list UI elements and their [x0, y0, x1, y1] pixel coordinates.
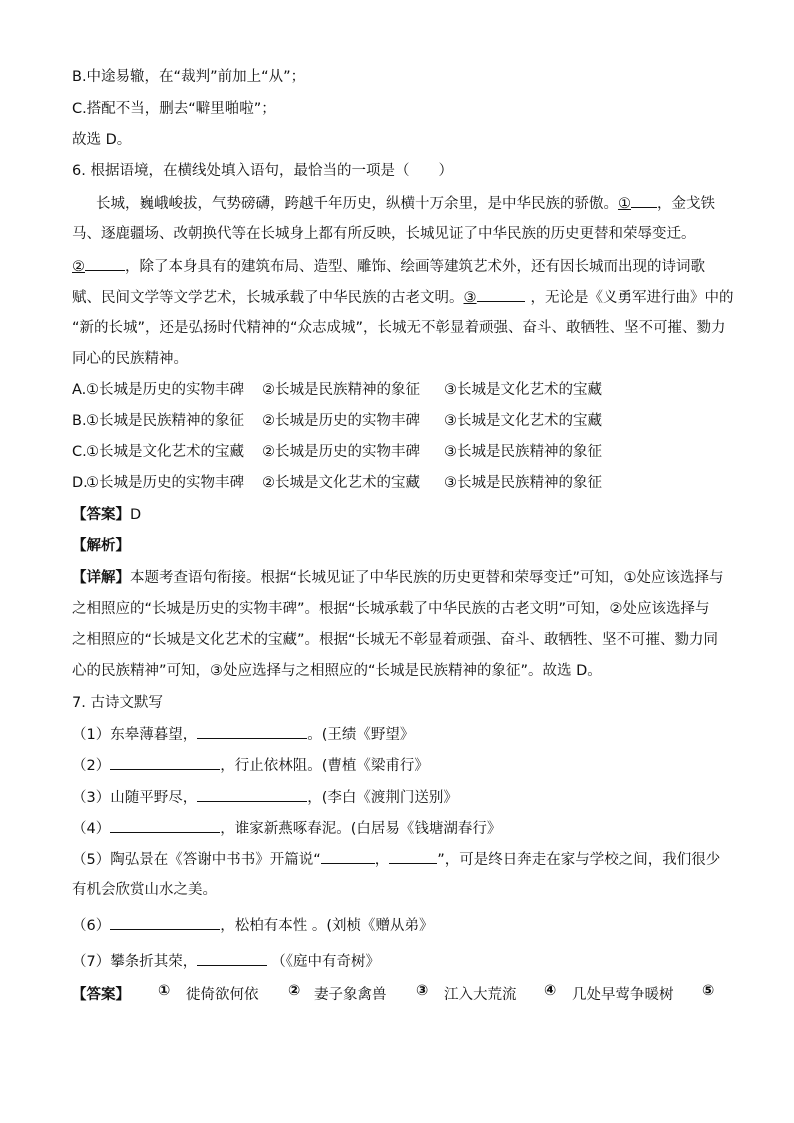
fill-blank [321, 849, 375, 864]
passage-text: 赋、民间文学等文学艺术，长城承载了中华民族的古老文明。 [72, 290, 464, 306]
fill-blank [389, 849, 437, 864]
q7-text: ， [374, 852, 390, 868]
option-item-3: ③长城是文化艺术的宝藏 [444, 413, 602, 429]
q7-text: ，松柏有本性 。(刘桢《赠从弟》 [220, 918, 434, 934]
blank-1-mark: ① [618, 196, 631, 212]
q6-detail-line-4: 心的民族精神”可知，③处应选择与之相照应的“长城是民族精神的象征”。故选 D。 [72, 663, 602, 679]
blank-3-mark: ③ [463, 290, 477, 306]
fill-blank [110, 755, 220, 770]
q7-text: ”，可是终日奔走在家与学校之间，我们很少 [437, 852, 721, 868]
option-letter: C. [72, 444, 87, 460]
option-c-explanation: C.搭配不当，删去“噼里啪啦”； [72, 101, 276, 117]
q7-item-5 [72, 849, 720, 870]
passage-text: 长城，巍峨峻拔，气势磅礴，跨越千年历史，纵横十万余里，是中华民族的骄傲。 [96, 196, 618, 212]
q7-item-2 [72, 755, 429, 776]
q7-text: （7）攀条折其荣， [72, 954, 198, 970]
q7-text: （5）陶弘景在《答谢中书书》开篇说“ [72, 852, 321, 868]
q7-item-4 [72, 818, 501, 839]
q6-passage-line-4 [72, 287, 734, 308]
option-item-1: ①长城是历史的实物丰碑 [86, 475, 244, 491]
passage-text: ，除了本身具有的建筑布局、造型、雕饰、绘画等建筑艺术外，还有因长城而出现的诗词歌 [125, 259, 705, 275]
option-item-1: ①长城是文化艺术的宝藏 [86, 444, 244, 460]
q7-text: 。(王绩《野望》 [307, 727, 415, 743]
q6-detail-line-3: 之相照应的“长城是文化艺术的宝藏”。根据“长城无不彰显着顽强、奋斗、敢牺牲、坚不可摧、勠力同 [72, 632, 719, 648]
q6-passage-line-3 [72, 256, 705, 277]
answer-num: ④ [544, 983, 557, 999]
option-b [72, 411, 602, 431]
passage-text: ，金戈铁 [657, 196, 715, 212]
q7-text: ，(李白《渡荆门送别》 [307, 790, 458, 806]
q7-text: （6） [72, 918, 111, 934]
answer-tag: 【答案】 [72, 507, 130, 523]
q6-passage-line-5: “新的长城”，还是弘扬时代精神的“众志成城”，长城无不彰显着顽强、奋斗、敢牺牲、坚不可摧、勠力 [72, 320, 726, 336]
option-item-3: ③长城是民族精神的象征 [444, 444, 602, 460]
analysis-tag: 【解析】 [72, 538, 130, 554]
option-letter: A. [72, 382, 87, 398]
blank-3-line [477, 287, 525, 302]
option-letter: D. [72, 475, 88, 491]
fill-blank [110, 818, 220, 833]
q6-stem: 6. 根据语境，在横线处填入语句，最恰当的一项是（ ） [72, 163, 453, 179]
fill-blank [110, 915, 220, 930]
option-b-explanation: B.中途易辙，在“裁判”前加上“从”； [72, 69, 306, 85]
answer-value: D [130, 507, 142, 523]
fill-blank [197, 724, 307, 739]
q7-text: （《庭中有奇树》 [271, 954, 380, 970]
q7-item-1 [72, 724, 414, 745]
answer-num: ⑤ [702, 983, 715, 999]
answer-num: ② [288, 983, 301, 999]
q6-detail-line-1 [72, 568, 724, 588]
q6-passage-line-6: 同心的民族精神。 [72, 351, 188, 367]
answer-text: 江入大荒流 [444, 987, 517, 1003]
q7-item-7 [72, 951, 380, 972]
q6-detail-line-2: 之相照应的“长城是历史的实物丰碑”。根据“长城承载了中华民族的古老文明”可知，②处应该选择与 [72, 601, 710, 617]
answer-text: 几处早莺争暖树 [572, 987, 674, 1003]
option-item-2: ②长城是历史的实物丰碑 [262, 413, 420, 429]
option-item-3: ③长城是民族精神的象征 [444, 475, 602, 491]
answer-num: ① [158, 983, 171, 999]
q7-text: ，谁家新燕啄春泥。(白居易《钱塘湖春行》 [220, 821, 502, 837]
answer-text: 徙倚欲何依 [186, 987, 259, 1003]
q7-text: （2） [72, 758, 111, 774]
option-item-2: ②长城是民族精神的象征 [262, 382, 420, 398]
option-a [72, 380, 602, 400]
option-item-1: ①长城是民族精神的象征 [86, 413, 244, 429]
q7-text: ，行止依林阻。(曹植《梁甫行》 [220, 758, 429, 774]
fill-blank [197, 951, 267, 966]
answer-num: ③ [416, 983, 429, 999]
blank-1-line [631, 193, 657, 208]
q7-item-5-cont: 有机会欣赏山水之美。 [72, 882, 217, 898]
option-item-2: ②长城是文化艺术的宝藏 [262, 475, 420, 491]
option-item-1: ①长城是历史的实物丰碑 [86, 382, 244, 398]
blank-2-mark: ② [72, 259, 85, 275]
q6-answer [72, 505, 141, 525]
detail-tag: 【详解】 [72, 570, 130, 586]
detail-text: 本题考查语句衔接。根据“长城见证了中华民族的历史更替和荣辱变迁”可知，①处应该选择与 [130, 570, 724, 586]
option-item-2: ②长城是历史的实物丰碑 [262, 444, 420, 460]
option-c [72, 442, 602, 462]
option-letter: B. [72, 413, 87, 429]
answer-tag: 【答案】 [72, 987, 130, 1003]
q7-stem: 7. 古诗文默写 [72, 695, 163, 711]
q6-passage-line-1 [96, 193, 715, 214]
q6-passage-line-2: 马、逐鹿疆场、改朝换代等在长城身上都有所反映，长城见证了中华民族的历史更替和荣辱变迁。 [72, 226, 696, 242]
fill-blank [197, 787, 307, 802]
option-item-3: ③长城是文化艺术的宝藏 [444, 382, 602, 398]
q7-item-6 [72, 915, 434, 936]
q5-conclusion: 故选 D。 [72, 132, 132, 148]
q7-text: （1）东皋薄暮望， [72, 727, 198, 743]
q7-text: （3）山随平野尽， [72, 790, 198, 806]
q7-text: （4） [72, 821, 111, 837]
q7-item-3 [72, 787, 458, 808]
blank-2-line [85, 256, 125, 271]
answer-text: 妻子象禽兽 [314, 987, 387, 1003]
option-d [72, 473, 602, 493]
passage-text: ，无论是《义勇军进行曲》中的 [530, 290, 734, 306]
